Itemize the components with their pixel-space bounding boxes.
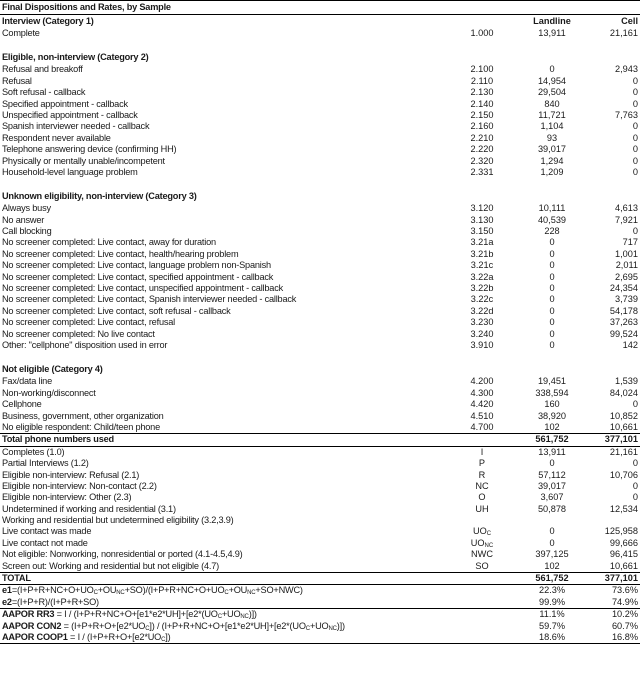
cell-value: 1,001 <box>615 248 638 259</box>
row-label: Complete <box>2 28 40 38</box>
landline-value: 0 <box>549 317 555 328</box>
landline-value: 338,594 <box>535 387 569 398</box>
row-code: 3.21b <box>470 248 494 259</box>
cell-value: 74.9% <box>611 596 638 607</box>
row-label: Live contact was made <box>2 526 92 537</box>
landline-value: 0 <box>549 305 555 316</box>
table-row <box>0 492 640 503</box>
row-label: Eligible non-interview: Non-contact (2.2) <box>2 480 157 491</box>
row-code: 2.320 <box>470 155 494 166</box>
cell-value: 21,161 <box>609 446 638 457</box>
cell-value: 1,539 <box>615 376 638 387</box>
table-row <box>0 237 640 248</box>
cell-value: 0 <box>632 132 638 143</box>
row-label: Refusal <box>2 75 32 86</box>
column-header-landline: Landline <box>533 16 571 26</box>
row-code: 3.22c <box>470 294 494 305</box>
row-code: 3.150 <box>470 226 494 237</box>
row-label: Soft refusal - callback <box>2 87 86 98</box>
cell-value: 10,706 <box>609 469 638 480</box>
cell-value: 0 <box>632 121 638 132</box>
cell-value: 84,024 <box>609 387 638 398</box>
row-label: Eligible non-interview: Other (2.3) <box>2 492 132 503</box>
cell-value: 99,524 <box>609 328 638 339</box>
cell-value: 0 <box>632 492 638 503</box>
row-code: 3.120 <box>470 203 494 214</box>
table-row <box>0 28 640 39</box>
category-4-rows <box>0 376 640 433</box>
spacer <box>0 351 640 363</box>
row-label: Partial Interviews (1.2) <box>2 458 89 469</box>
row-label: Business, government, other organization <box>2 410 164 421</box>
landline-value: 102 <box>544 560 560 571</box>
total-row <box>0 573 640 585</box>
cell-value: 21,161 <box>609 28 638 38</box>
cell-value: 7,763 <box>615 109 638 120</box>
row-code: 4.700 <box>470 421 494 432</box>
cell-value: 0 <box>632 87 638 98</box>
row-label: Non-working/disconnect <box>2 387 96 398</box>
row-code: 2.140 <box>470 98 494 109</box>
cell-value: 717 <box>622 237 638 248</box>
table-row <box>0 340 640 351</box>
rate-row-e1 <box>0 585 640 596</box>
row-label: Not eligible: Nonworking, nonresidential or ported (4.1-4.5,4.9) <box>2 549 243 560</box>
row-code: I <box>480 446 484 457</box>
row-code: 3.21a <box>470 237 494 248</box>
table-row <box>0 249 640 260</box>
landline-value: 13,911 <box>538 28 566 38</box>
landline-value: 397,125 <box>535 549 569 560</box>
landline-value: 99.9% <box>538 596 566 607</box>
table-row <box>0 99 640 110</box>
rate-row-con2 <box>0 621 640 632</box>
column-header-cell: Cell <box>621 16 638 26</box>
row-code: 2.160 <box>470 121 494 132</box>
table-row <box>0 156 640 167</box>
table-row <box>0 167 640 178</box>
cell-value: 0 <box>632 144 638 155</box>
table-row <box>0 329 640 340</box>
cell-value: 54,178 <box>609 305 638 316</box>
cell-value: 0 <box>632 155 638 166</box>
row-label: No screener completed: No live contact <box>2 328 155 339</box>
rate-row-e2 <box>0 597 640 609</box>
cell-value: 73.6% <box>611 585 638 596</box>
rate-formula: $e1=(I+P+R+NC+O+UO_C+OU_{NC}+SO)/(I+P+R+NC+O+UO_C+OU_{NC}+SO+NWC)$ <box>2 585 303 597</box>
row-label: Live contact not made <box>2 537 88 548</box>
row-code: 3.22b <box>470 283 494 294</box>
row-label: Refusal and breakoff <box>2 64 83 75</box>
landline-value: 160 <box>544 399 560 410</box>
row-code: R <box>478 469 486 480</box>
landline-value: 0 <box>549 260 555 271</box>
category-2-header-row <box>0 51 640 64</box>
landline-value: 228 <box>544 226 560 237</box>
row-label: No screener completed: Live contact, health/hearing problem <box>2 248 239 259</box>
cell-value: 0 <box>632 75 638 86</box>
landline-value: 93 <box>546 132 558 143</box>
row-label: No screener completed: Live contact, soft refusal - callback <box>2 305 231 316</box>
landline-value: 57,112 <box>538 469 566 480</box>
cell-value: 3,739 <box>615 294 638 305</box>
cell-value: 7,921 <box>615 214 638 225</box>
row-label: No eligible respondent: Child/teen phone <box>2 421 161 432</box>
cell-value: 24,354 <box>609 283 638 294</box>
row-code: 3.230 <box>470 317 494 328</box>
table-row <box>0 110 640 121</box>
row-code: 1.000 <box>470 28 494 38</box>
landline-value: 0 <box>549 458 555 469</box>
cell-value: 2,695 <box>615 271 638 282</box>
table-row <box>0 526 640 537</box>
table-row <box>0 411 640 422</box>
total-phone-numbers-row <box>0 433 640 446</box>
cell-value: 10.2% <box>611 609 638 620</box>
row-label: TOTAL <box>2 573 31 584</box>
table-row <box>0 283 640 294</box>
row-label: Fax/data line <box>2 376 53 387</box>
row-label: Other: "cellphone" disposition used in error <box>2 339 168 350</box>
cell-value: 0 <box>632 98 638 109</box>
row-code: 3.910 <box>470 339 494 350</box>
landline-value: 22.3% <box>538 585 566 596</box>
category-heading: Unknown eligibility, non-interview (Category 3) <box>2 191 197 202</box>
table-row <box>0 294 640 305</box>
row-label: No screener completed: Live contact, Spanish interviewer needed - callback <box>2 294 297 305</box>
cell-value: 0 <box>632 458 638 469</box>
row-code: SO <box>475 560 489 571</box>
landline-value: 561,752 <box>535 573 569 584</box>
row-label: Household-level language problem <box>2 166 138 177</box>
row-code: 2.210 <box>470 132 494 143</box>
landline-value: 3,607 <box>540 492 564 503</box>
category-3-header-row <box>0 190 640 203</box>
landline-value: 59.7% <box>538 620 566 631</box>
row-label: No screener completed: Live contact, unspecified appointment - callback <box>2 283 283 294</box>
landline-value: 0 <box>549 339 555 350</box>
table-row <box>0 458 640 469</box>
row-code: 3.240 <box>470 328 494 339</box>
table-row <box>0 144 640 155</box>
row-label: Physically or mentally unable/incompetent <box>2 155 165 166</box>
row-code: NC <box>475 480 489 491</box>
category-heading: Not eligible (Category 4) <box>2 364 103 375</box>
row-code: 2.150 <box>470 109 494 120</box>
row-label: No screener completed: Live contact, away for duration <box>2 237 216 248</box>
rate-formula: e2=(I+P+R)/(I+P+R+SO) <box>2 596 99 607</box>
table-row <box>0 121 640 132</box>
row-code: 2.100 <box>470 64 494 75</box>
landline-value: 0 <box>549 294 555 305</box>
row-code: 4.300 <box>470 387 494 398</box>
row-label: Respondent never available <box>2 132 111 143</box>
cell-value: 12,534 <box>609 503 638 514</box>
table-row <box>0 133 640 144</box>
row-label: Unspecified appointment - callback <box>2 109 138 120</box>
row-code: 4.200 <box>470 376 494 387</box>
cell-value: 10,661 <box>609 421 638 432</box>
table-row <box>0 481 640 492</box>
row-label: Working and residential but undetermined eligibility (3.2,3.9) <box>2 515 234 526</box>
landline-value: 0 <box>549 283 555 294</box>
cell-value: 142 <box>622 339 638 350</box>
landline-value: 102 <box>544 421 560 432</box>
row-code: 2.110 <box>470 75 494 86</box>
landline-value: 11,721 <box>538 109 566 120</box>
category-3-rows <box>0 203 640 351</box>
landline-value: 10,111 <box>538 203 566 214</box>
table-title-row <box>0 0 640 15</box>
row-label: Cellphone <box>2 399 42 410</box>
row-code: 4.420 <box>470 399 494 410</box>
table-row <box>0 538 640 549</box>
spacer <box>0 178 640 190</box>
landline-value: 0 <box>549 64 555 75</box>
cell-value: 10,661 <box>609 560 638 571</box>
landline-value: 38,920 <box>537 410 567 421</box>
cell-value: 10,852 <box>609 410 638 421</box>
landline-value: 29,504 <box>537 87 567 98</box>
table-title: Final Dispositions and Rates, by Sample <box>2 2 171 12</box>
row-label: Call blocking <box>2 226 52 237</box>
table-row <box>0 215 640 226</box>
summary-rows <box>0 447 640 515</box>
table-row <box>0 447 640 458</box>
row-label: Undetermined if working and residential (3.1) <box>2 503 176 514</box>
category-heading: Interview (Category 1) <box>2 16 94 26</box>
cell-value: 0 <box>632 399 638 410</box>
rate-row-rr3 <box>0 609 640 620</box>
cell-value: 0 <box>632 480 638 491</box>
working-header-row <box>0 515 640 526</box>
table-row <box>0 376 640 387</box>
row-code: $UO_{NC}$ <box>470 537 494 549</box>
landline-value: 40,539 <box>537 214 567 225</box>
row-code: O <box>478 492 486 503</box>
table-row <box>0 504 640 515</box>
cell-value: 96,415 <box>609 549 638 560</box>
row-code: 3.22a <box>470 271 494 282</box>
cell-value: 4,613 <box>615 203 638 214</box>
landline-value: 50,878 <box>537 503 567 514</box>
row-label: Telephone answering device (confirming HH) <box>2 144 177 155</box>
landline-value: 19,451 <box>537 376 567 387</box>
row-label: Always busy <box>2 203 51 214</box>
table-row <box>0 226 640 237</box>
table-row <box>0 87 640 98</box>
cell-value: 37,263 <box>609 317 638 328</box>
landline-value: 0 <box>549 526 555 537</box>
spacer <box>0 39 640 51</box>
row-label: No screener completed: Live contact, language problem non-Spanish <box>2 260 271 271</box>
landline-value: 840 <box>544 98 560 109</box>
row-code: 2.130 <box>470 87 494 98</box>
category-heading: Eligible, non-interview (Category 2) <box>2 52 149 63</box>
landline-value: 13,911 <box>538 446 566 457</box>
table-row <box>0 306 640 317</box>
row-label: Spanish interviewer needed - callback <box>2 121 150 132</box>
cell-value: 377,101 <box>604 573 638 584</box>
table-row <box>0 422 640 433</box>
table-row <box>0 203 640 214</box>
row-label: Specified appointment - callback <box>2 98 128 109</box>
row-code: UH <box>475 503 489 514</box>
cell-value: 2,011 <box>615 260 638 271</box>
cell-value: 0 <box>632 166 638 177</box>
table-row <box>0 272 640 283</box>
cell-value: 60.7% <box>611 620 638 631</box>
rate-formula: AAPOR $RR3 = I / (I+P+R+NC+O+[e1*e2*UH]+[e2*(UO_C+UO_{NC})])$ <box>2 609 257 621</box>
table-row <box>0 399 640 410</box>
table-row <box>0 549 640 560</box>
row-label: Eligible non-interview: Refusal (2.1) <box>2 469 140 480</box>
landline-value: 0 <box>549 248 555 259</box>
row-code: 2.331 <box>470 166 494 177</box>
rate-formula: AAPOR COOP1 = $I / (I+P+R+O+[e2*UO_C])$ <box>2 631 171 643</box>
cell-value: 0 <box>632 226 638 237</box>
landline-value: 39,017 <box>537 144 567 155</box>
row-label: No answer <box>2 214 45 225</box>
cell-value: 377,101 <box>604 434 638 445</box>
row-label: Total phone numbers used <box>2 434 114 445</box>
rate-formula: AAPOR $CON2 = (I+P+R+O+[e2*UO_C]) / (I+P+R+NC+O+[e1*e2*UH]+[e2*(UO_C+UO_{NC})])$ <box>2 620 345 632</box>
row-code: 3.130 <box>470 214 494 225</box>
cell-value: 99,666 <box>609 537 638 548</box>
row-code: NWC <box>471 549 493 560</box>
landline-value: 1,209 <box>540 166 564 177</box>
table-row <box>0 388 640 399</box>
row-code: 3.21c <box>470 260 494 271</box>
row-label: No screener completed: Live contact, specified appointment - callback <box>2 271 274 282</box>
rate-row-coop1 <box>0 632 640 644</box>
cell-value: 2,943 <box>615 64 638 75</box>
landline-value: 0 <box>549 328 555 339</box>
landline-value: 39,017 <box>537 480 567 491</box>
row-label: Completes (1.0) <box>2 446 65 457</box>
row-code: 4.510 <box>470 410 494 421</box>
landline-value: 0 <box>549 237 555 248</box>
landline-value: 1,104 <box>540 121 564 132</box>
row-label: Screen out: Working and residential but not eligible (4.7) <box>2 560 220 571</box>
table-row <box>0 76 640 87</box>
landline-value: 14,954 <box>537 75 567 86</box>
category-1-header-row <box>0 15 640 28</box>
row-code: P <box>478 458 486 469</box>
table-row <box>0 260 640 271</box>
table-row <box>0 317 640 328</box>
row-label: No screener completed: Live contact, refusal <box>2 317 175 328</box>
landline-value: 11.1% <box>539 609 565 620</box>
category-2-rows <box>0 64 640 178</box>
row-code: 2.220 <box>470 144 494 155</box>
row-code: 3.22d <box>470 305 494 316</box>
landline-value: 1,294 <box>540 155 564 166</box>
table-row <box>0 561 640 573</box>
row-code: $UO_C$ <box>472 526 492 538</box>
cell-value: 125,958 <box>604 526 638 537</box>
cell-value: 16.8% <box>611 631 638 642</box>
landline-value: 0 <box>549 537 555 548</box>
landline-value: 561,752 <box>535 434 569 445</box>
table-row <box>0 64 640 75</box>
table-row <box>0 470 640 481</box>
landline-value: 0 <box>549 271 555 282</box>
landline-value: 18.6% <box>538 631 566 642</box>
category-4-header-row <box>0 363 640 376</box>
